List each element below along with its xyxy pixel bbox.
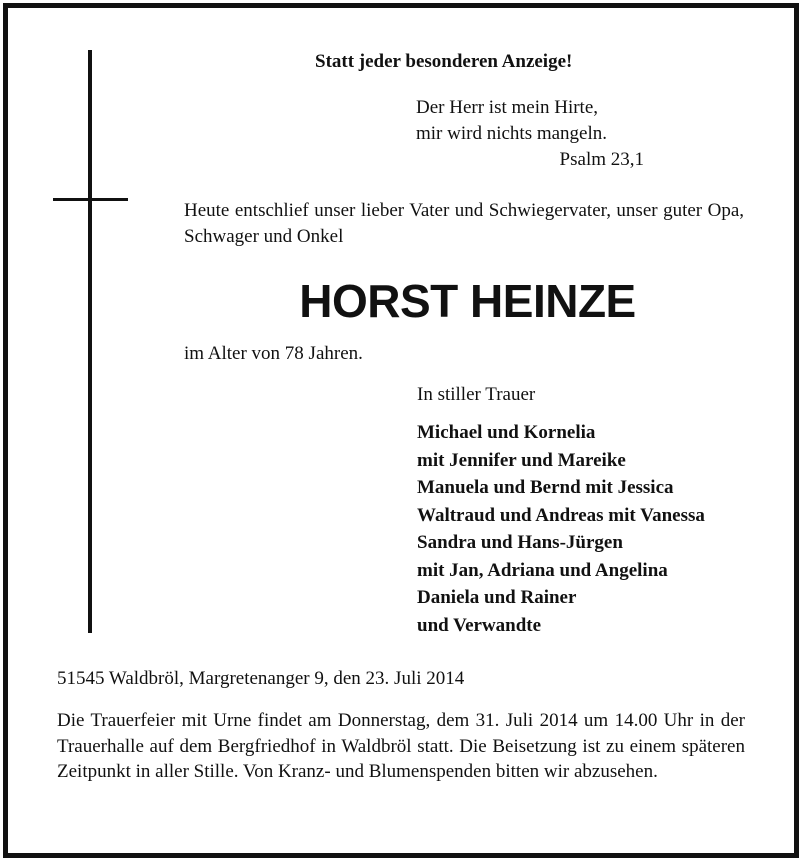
family-member: Daniela und Rainer	[417, 587, 577, 608]
family-member: mit Jan, Adriana und Angelina	[417, 559, 668, 581]
family-member: und Verwandte	[417, 614, 542, 636]
family-member: mit Jennifer und Mareike	[417, 449, 626, 471]
cross-icon	[88, 50, 92, 633]
psalm-reference: Psalm 23,1	[559, 149, 644, 170]
service-details: Die Trauerfeier mit Urne findet am Donnerstag, dem 31. Juli 2014 um 14.00 Uhr in der Trauerhalle auf dem Bergfriedhof in Waldbröl statt. Die Beisetzung ist zu einem späteren Zeitpunkt in aller Stille. Von Kranz- und Blumenspenden bitten wir abzusehen.	[57, 710, 745, 782]
deceased-name: HORST HEINZE	[299, 275, 636, 327]
cross-icon-bar	[53, 198, 128, 201]
psalm-line-2: mir wird nichts mangeln.	[416, 123, 608, 144]
family-list	[417, 419, 705, 639]
family-member: Manuela und Bernd mit Jessica	[417, 477, 674, 498]
age-text: im Alter von 78 Jahren.	[184, 343, 363, 364]
intro-text: Heute entschlief unser lieber Vater und Schwiegervater, unser guter Opa, Schwager und Onkel	[184, 200, 744, 247]
address-line: 51545 Waldbröl, Margretenanger 9, den 23. Juli 2014	[57, 668, 465, 689]
notice-header: Statt jeder besonderen Anzeige!	[315, 51, 573, 72]
psalm-line-1: Der Herr ist mein Hirte,	[416, 97, 599, 118]
mourning-text: In stiller Trauer	[417, 384, 536, 405]
family-member: Sandra und Hans-Jürgen	[417, 532, 623, 553]
family-member: Waltraud und Andreas mit Vanessa	[417, 504, 705, 526]
psalm-quote	[416, 95, 644, 173]
family-member: Michael und Kornelia	[417, 422, 596, 443]
